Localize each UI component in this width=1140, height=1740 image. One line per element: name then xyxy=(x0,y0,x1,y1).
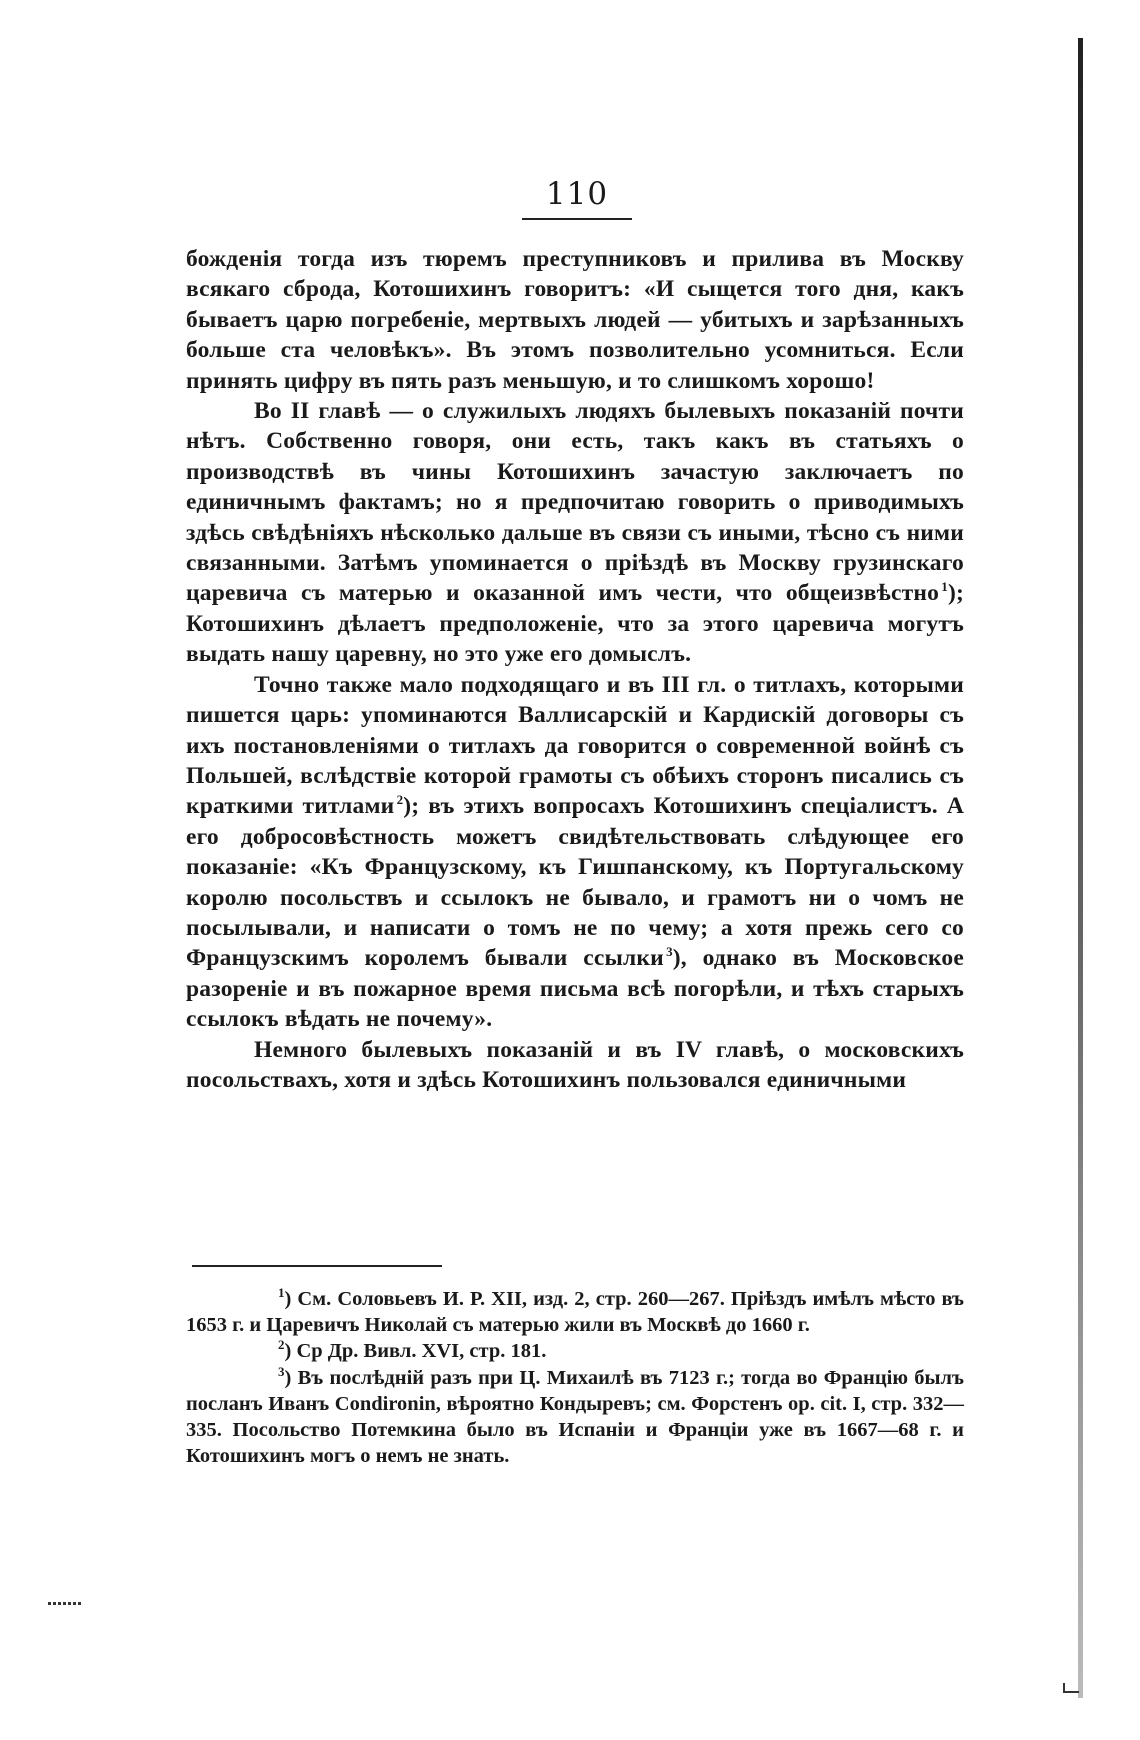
page-number-rule xyxy=(522,218,632,220)
paragraph-2-cont: ); Котошихинъ дѣлаетъ предположенiе, что за этого царевича могутъ выдать нашу царевну, но это уже его домыслъ. xyxy=(186,580,964,668)
scan-edge-shadow xyxy=(1078,38,1083,1698)
footnote-2: $^2$) Ср Др. Вивл. XVI, стр. 181. xyxy=(278,1337,547,1363)
footnote-2-text: Ср Др. Вивл. XVI, стр. 181. xyxy=(296,1340,547,1363)
footnote-3-mark: 3 xyxy=(278,1363,285,1379)
paragraph-3-cont-2: ), однако въ Московское разоренiе и въ пожарное время письма всѣ погорѣли, и тѣхъ старыхъ ссылокъ вѣдать не почему». xyxy=(186,945,964,1033)
footnote-1-text: См. Соловьевъ И. Р. XII, изд. 2, стр. 260—267. Прiѣздъ имѣлъ мѣсто въ 1653 г. и Царевичъ Николай съ матерью жили въ Москвѣ до 1660 г. xyxy=(186,1288,964,1337)
footnote-1-mark: 1 xyxy=(278,1285,285,1301)
footnote-ref-1: 1 xyxy=(941,579,948,595)
corner-scan-mark xyxy=(1063,1683,1079,1693)
footnote-3-text: Въ послѣднiй разъ при Ц. Михаилѣ въ 7123 г.; тогда во Францiю былъ посланъ Иванъ Condironin, вѣроятно Кондыревъ; см. Форстенъ op. cit. I, стр. 332—335. Посольство Потемкина было въ Испанiи и Францiи уже въ 1667—68 г. и Котошихинъ могъ о немъ не знать. xyxy=(186,1366,964,1468)
paragraph-2 xyxy=(186,396,964,670)
footnotes xyxy=(186,1286,964,1469)
paragraph-2-text: Во II главѣ — о служилыхъ людяхъ былевыхъ показанiй почти нѣтъ. Собственно говоря, они есть, такъ какъ въ статьяхъ о производствѣ въ чины Котошихинъ зачастую заключаетъ по единичнымъ фактамъ; но я предпочитаю говорить о приводимыхъ здѣсь свѣдѣнiяхъ нѣсколько дальше въ связи съ иными, тѣсно съ ними связанными. Затѣмъ упоминается о прiѣздѣ въ Москву грузинскаго царевича съ матерью и оказанной имъ чести, что общеизвѣстно xyxy=(186,398,964,607)
page-number: 110 xyxy=(545,176,609,212)
footnote-ref-2: 2 xyxy=(396,792,404,808)
footnote-1: $^1$) См. Соловьевъ И. Р. XII, изд. 2, стр. 260—267. Прiѣздъ имѣлъ мѣсто въ 1653 г. и Царевичъ Николай съ матерью жили въ Москвѣ до 1660 г. xyxy=(186,1285,964,1337)
paragraph-3 xyxy=(186,670,964,1035)
paragraph-3-cont: ); въ этихъ вопросахъ Котошихинъ спецiалистъ. А его добросовѣстность можетъ свидѣтельствовать слѣдующее его показанiе: «Къ Французскому, къ Гишпанскому, къ Португальскому королю посольствъ и ссылокъ не бывало, и грамотъ ни о чомъ не посылывали, и написати о томъ не по чему; а хотя прежь сего со Французскимъ королемъ бывали ссылки xyxy=(186,793,964,972)
paragraph-3-text: Точно также мало подходящаго и въ III гл. о титлахъ, которыми пишется царь: упоминаются Валлисарскiй и Кардискiй договоры съ ихъ постановленiями о титлахъ да говорится о современной войнѣ съ Польшей, вслѣдствiе которой грамоты съ обѣихъ сторонъ писались съ краткими титлами xyxy=(186,671,964,820)
paragraph-4: Немного былевыхъ показанiй и въ IV главѣ, о московскихъ посольствахъ, хотя и здѣсь Котошихинъ пользовался единичными xyxy=(186,1036,964,1093)
footnote-ref-3: 3 xyxy=(666,944,673,960)
margin-scan-mark xyxy=(48,1602,82,1605)
footnote-rule xyxy=(192,1265,442,1267)
footnote-3: $^3$) Въ послѣднiй разъ при Ц. Михаилѣ въ 7123 г.; тогда во Францiю былъ посланъ Иванъ Condironin, вѣроятно Кондыревъ; см. Форстенъ op. cit. I, стр. 332—335. Посольство Потемкина было въ Испанiи и Францiи уже въ 1667—68 г. и Котошихинъ могъ о немъ не знать. xyxy=(186,1363,964,1468)
footnote-2-mark: 2 xyxy=(278,1337,285,1353)
main-text xyxy=(186,244,964,1095)
paragraph-1: божденiя тогда изъ тюремъ преступниковъ и прилива въ Москву всякаго сброда, Котошихинъ говоритъ: «И сыщется того дня, какъ бываетъ царю погребенiе, мертвыхъ людей — убитыхъ и зарѣзанныхъ больше ста человѣкъ». Въ этомъ позволительно усомниться. Если принять цифру въ пять разъ меньшую, и то слишкомъ хорошо! xyxy=(186,246,964,394)
